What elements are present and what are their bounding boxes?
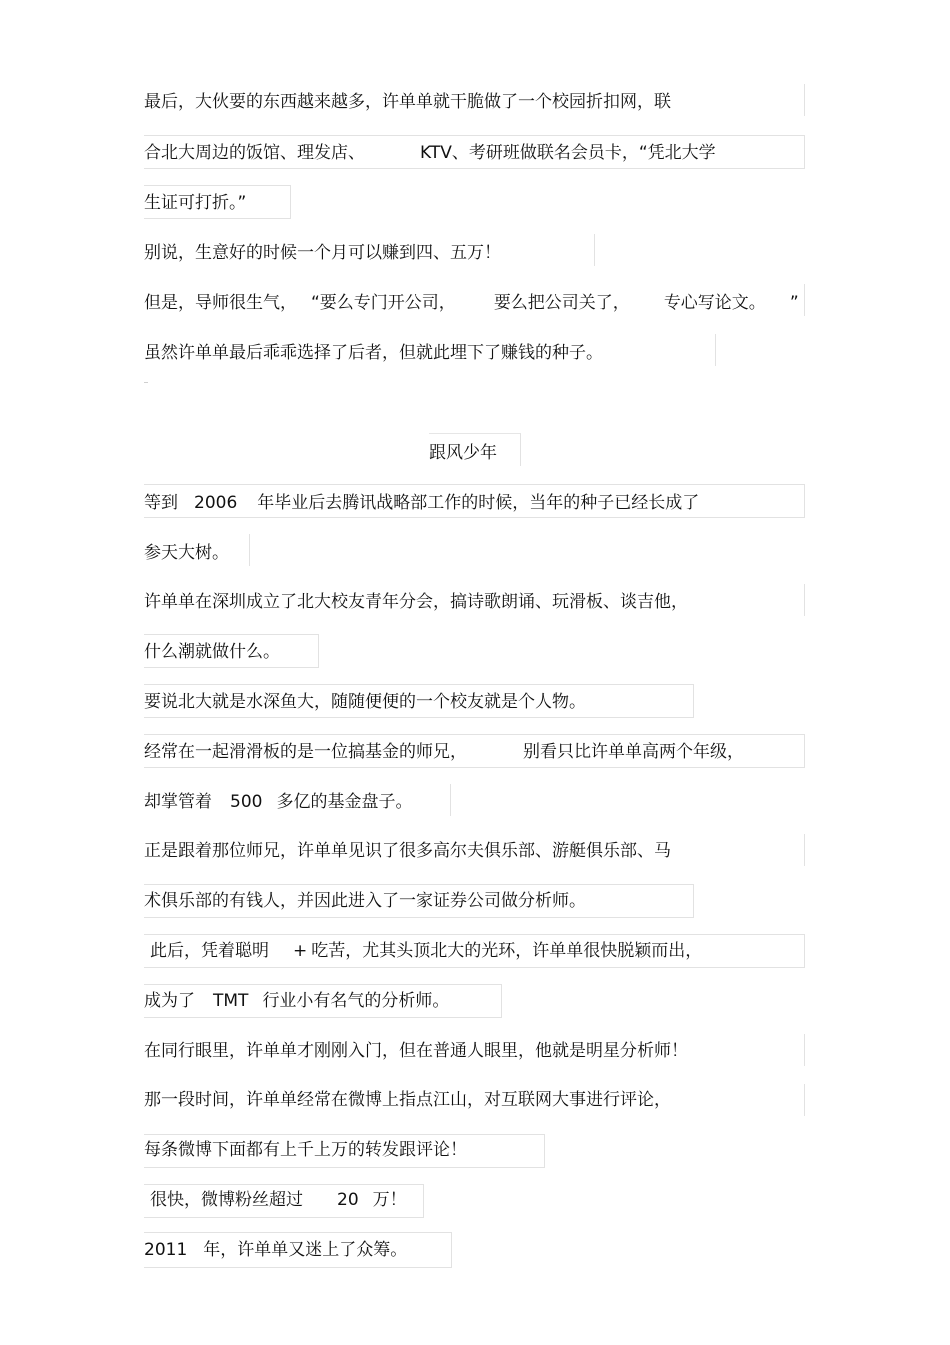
paragraph-line <box>144 739 744 765</box>
text-run: 等到 <box>144 493 178 513</box>
paragraph-line: 什么潮就做什么。 <box>144 642 280 662</box>
paragraph-line <box>144 988 449 1014</box>
paragraph-line: 那一段时间，许单单经常在微博上指点江山，对互联网大事进行评论， <box>144 1090 671 1110</box>
text-run: ” <box>789 293 799 313</box>
text-run: 成为了 <box>144 991 195 1011</box>
paragraph-line <box>150 938 702 964</box>
text-run: 经常在一起滑滑板的是一位搞基金的师兄， <box>144 742 467 762</box>
text-run: 年毕业后去腾讯战略部工作的时候，当年的种子已经长成了 <box>257 493 700 513</box>
paragraph-line: 最后，大伙要的东西越来越多，许单单就干脆做了一个校园折扣网，联 <box>144 92 671 112</box>
paragraph-line: 在同行眼里，许单单才刚刚入门，但在普通人眼里，他就是明星分析师！ <box>144 1041 688 1061</box>
text-run: 万！ <box>372 1190 407 1210</box>
text-run: 2011 <box>144 1240 188 1260</box>
paragraph-line: 术俱乐部的有钱人，并因此进入了一家证券公司做分析师。 <box>144 891 586 911</box>
text-run: 却掌管着 <box>144 792 212 812</box>
text-run: 年，许单单又迷上了众筹。 <box>203 1240 408 1260</box>
text-run: 500 <box>230 792 263 812</box>
paragraph-line <box>144 140 716 166</box>
text-run: “要么专门开公司， <box>311 293 456 313</box>
text-run: 20 <box>337 1190 359 1210</box>
paragraph-line <box>144 490 699 516</box>
text-run: 专心写论文。 <box>663 293 766 313</box>
paragraph-line: 别说，生意好的时候一个月可以赚到四、五万！ <box>144 243 501 263</box>
paragraph-line: 每条微博下面都有上千上万的转发跟评论！ <box>144 1140 467 1160</box>
text-run: KTV <box>420 143 452 163</box>
paragraph-line: 参天大树。 <box>144 543 229 563</box>
text-run: 别看只比许单单高两个年级， <box>523 742 744 762</box>
scan-mark <box>144 382 148 383</box>
text-run: 很快，微博粉丝超过 <box>150 1190 303 1210</box>
section-heading: 跟风少年 <box>429 443 497 463</box>
text-run: 行业小有名气的分析师。 <box>262 991 450 1011</box>
text-run: 吃苦，尤其头顶北大的光环，许单单很快脱颖而出， <box>311 941 703 961</box>
paragraph-line <box>144 1237 407 1263</box>
paragraph-line: 正是跟着那位师兄，许单单见识了很多高尔夫俱乐部、游艇俱乐部、马 <box>144 841 671 861</box>
text-run: 多亿的基金盘子。 <box>276 792 413 812</box>
paragraph-line: 许单单在深圳成立了北大校友青年分会，搞诗歌朗诵、玩滑板、谈吉他， <box>144 592 688 612</box>
text-run: 合北大周边的饭馆、理发店、 <box>144 143 365 163</box>
text-run: 2006 <box>194 493 238 513</box>
paragraph-line: 生证可打折。” <box>144 193 247 213</box>
text-run: + <box>293 941 308 961</box>
text-run: 此后，凭着聪明 <box>150 941 269 961</box>
text-run: 、考研班做联名会员卡，“凭北大学 <box>451 143 716 163</box>
text-run: 但是，导师很生气， <box>144 293 297 313</box>
paragraph-line <box>150 1187 407 1213</box>
text-run: 要么把公司关了， <box>493 293 630 313</box>
paragraph-line <box>144 789 412 815</box>
paragraph-line: 虽然许单单最后乖乖选择了后者，但就此埋下了赚钱的种子。 <box>144 343 603 363</box>
paragraph-line <box>144 290 799 316</box>
paragraph-line: 要说北大就是水深鱼大，随随便便的一个校友就是个人物。 <box>144 692 586 712</box>
text-run: TMT <box>213 991 249 1011</box>
